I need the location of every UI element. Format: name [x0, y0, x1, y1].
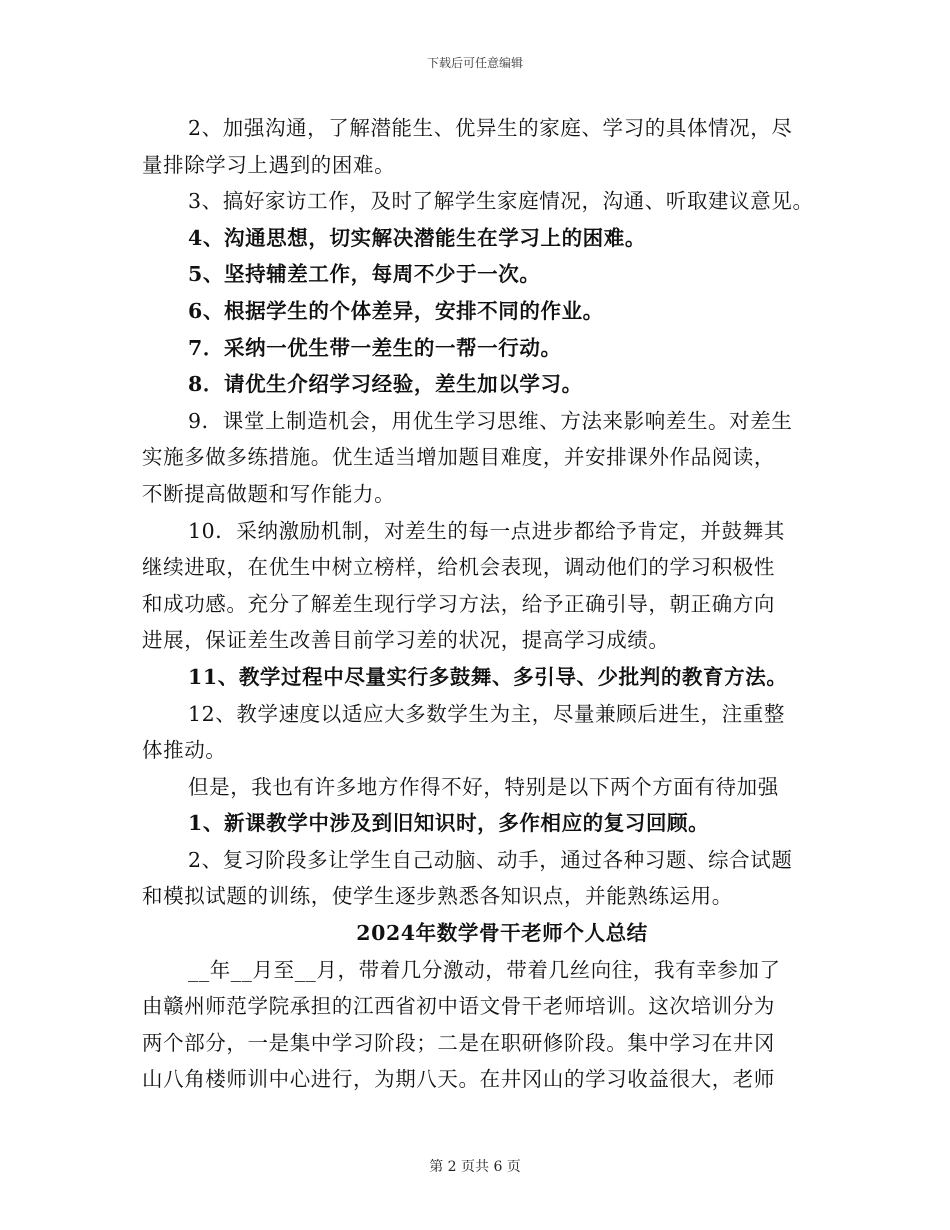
text-line: 和成功感。充分了解差生现行学习方法，给予正确引导，朝正确方向: [142, 591, 775, 616]
text-line: 和模拟试题的训练，使学生逐步熟悉各知识点，并能熟练运用。: [142, 884, 733, 909]
text-line: 体推动。: [142, 738, 227, 763]
text-line: 10．采纳激励机制，对差生的每一点进步都给予肯定，并鼓舞其: [188, 518, 785, 543]
text-line: 量排除学习上遇到的困难。: [142, 152, 396, 177]
text-line: __年__月至__月，带着几分激动，带着几丝向往，我有幸参加了: [188, 957, 781, 982]
text-line: 两个部分，一是集中学习阶段；二是在职研修阶段。集中学习在井冈: [142, 1030, 775, 1055]
text-line: 山八角楼师训中心进行，为期八天。在井冈山的学习收益很大，老师: [142, 1067, 775, 1092]
text-line: 6、根据学生的个体差异，安排不同的作业。: [188, 298, 604, 323]
section-title: 2024年数学骨干老师个人总结: [356, 921, 648, 946]
text-line: 12、教学速度以适应大多数学生为主，尽量兼顾后进生，注重整: [188, 701, 785, 726]
text-line: 继续进取，在优生中树立榜样，给机会表现，调动他们的学习积极性: [142, 555, 775, 580]
text-line: 进展，保证差生改善目前学习差的状况，提高学习成绩。: [142, 628, 670, 653]
text-line: 1、新课教学中涉及到旧知识时，多作相应的复习回顾。: [188, 811, 710, 836]
text-line: 实施多做多练措施。优生适当增加题目难度，并安排课外作品阅读，: [142, 445, 775, 470]
page-number: 第 2 页共 6 页: [429, 1159, 521, 1175]
section-paragraphs: [142, 952, 822, 1098]
page-header: 下载后可任意编辑: [426, 56, 523, 70]
text-line: 11、教学过程中尽量实行多鼓舞、多引导、少批判的教育方法。: [188, 664, 788, 689]
text-line: 但是，我也有许多地方作得不好，特别是以下两个方面有待加强: [188, 774, 779, 799]
text-line: 8．请优生介绍学习经验，差生加以学习。: [188, 372, 583, 397]
text-line: 4、沟通思想，切实解决潜能生在学习上的困难。: [188, 225, 646, 250]
document-body: [142, 110, 822, 1098]
text-line: 9．课堂上制造机会，用优生学习思维、方法来影响差生。对差生: [188, 408, 793, 433]
text-line: 2、加强沟通，了解潜能生、优异生的家庭、学习的具体情况，尽: [188, 116, 793, 140]
text-line: 7．采纳一优生带一差生的一帮一行动。: [188, 335, 562, 360]
text-line: 2、复习阶段多让学生自己动脑、动手，通过各种习题、综合试题: [188, 847, 793, 872]
text-line: 5、坚持辅差工作，每周不少于一次。: [188, 262, 541, 287]
text-line: 由赣州师范学院承担的江西省初中语文骨干老师培训。这次培训分为: [142, 994, 775, 1019]
text-line: 3、搞好家访工作，及时了解学生家庭情况，沟通、听取建议意见。: [188, 189, 814, 214]
text-line: 不断提高做题和写作能力。: [142, 481, 396, 506]
body-paragraphs: [142, 110, 822, 915]
